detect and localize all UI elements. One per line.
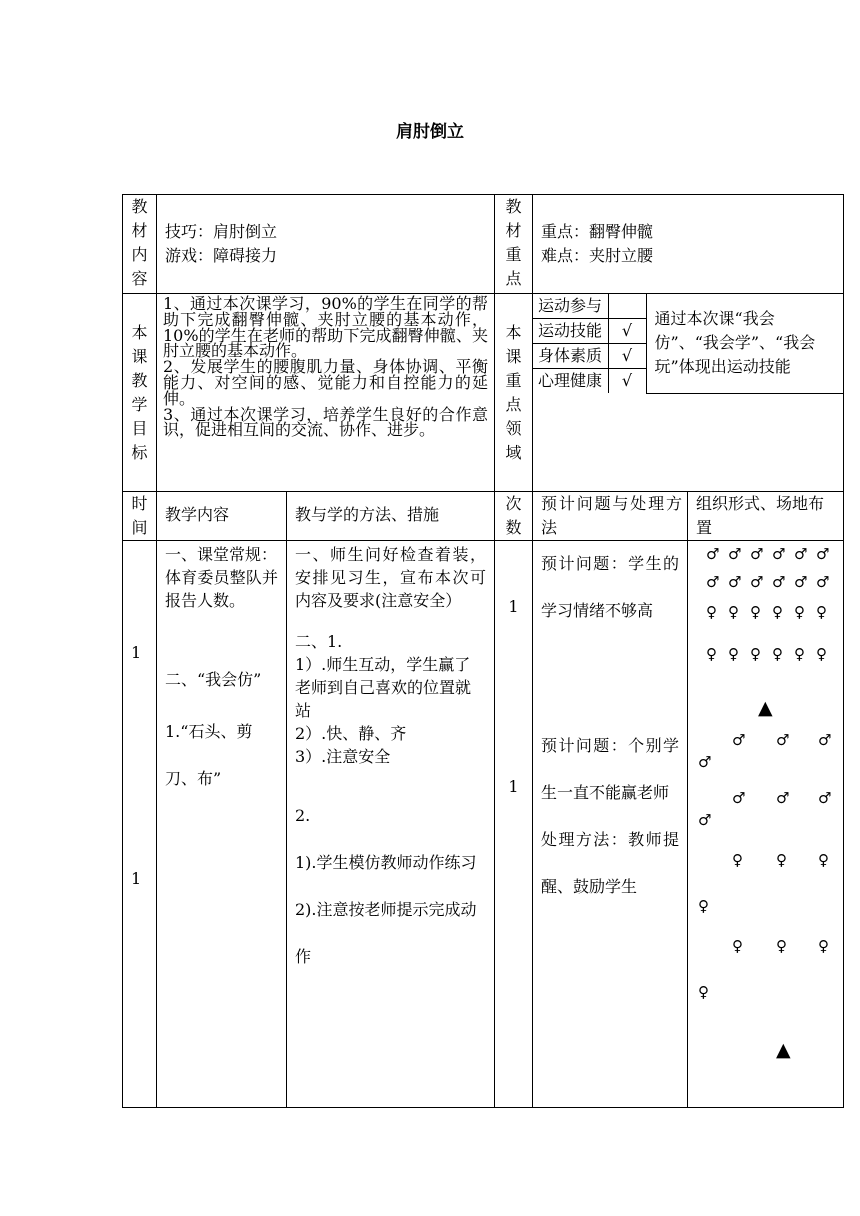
female-student-icon: ♀ (698, 983, 710, 1001)
content-imitate: 二、“我会仿” (165, 670, 262, 689)
material-content: 技巧：肩肘倒立 游戏：障碍接力 (157, 195, 495, 294)
content-header: 教学内容 (157, 492, 287, 541)
female-student-icon: ♀ (728, 603, 740, 621)
method-follow: 2).注意按老师提示完成动作 (295, 900, 477, 966)
domain-check (608, 294, 646, 319)
time-column (123, 541, 157, 1108)
female-student-icon: ♀ (772, 645, 784, 663)
male-student-icon: ♂ (818, 731, 832, 749)
female-student-icon: ♀ (732, 937, 744, 955)
org-header: 组织形式、场地布置 (688, 492, 844, 541)
female-student-icon: ♀ (772, 603, 784, 621)
key-points-content: 重点：翻臀伸髋 难点：夹肘立腰 (533, 195, 844, 294)
female-student-icon: ♀ (776, 851, 788, 869)
problem-header: 预计问题与处理方法 (533, 492, 688, 541)
solution: 处理方法：教师提醒、鼓励学生 (541, 830, 680, 896)
male-student-icon: ♂ (750, 573, 764, 591)
domain-label: 本 课 重 点 领 域 (495, 294, 533, 492)
method-header: 教与学的方法、措施 (287, 492, 495, 541)
teacher-icon: ▲ (758, 697, 773, 719)
count-header: 次 数 (495, 492, 533, 541)
male-student-icon: ♂ (706, 573, 720, 591)
content-routine: 一、课堂常规： 体育委员整队并报告人数。 (165, 545, 278, 610)
problem-column (533, 541, 688, 1108)
female-student-icon: ♀ (794, 645, 806, 663)
domain-grid (533, 294, 844, 492)
page-title: 肩肘倒立 (396, 122, 464, 142)
method-step: 2. (295, 806, 311, 825)
domain-name: 身体素质 (533, 344, 608, 369)
male-student-icon: ♂ (750, 545, 764, 563)
female-student-icon: ♀ (818, 937, 830, 955)
time-value: 1 (131, 869, 142, 888)
lesson-plan-table (122, 194, 844, 1108)
domain-check: √ (608, 344, 646, 369)
problem-1: 预计问题：学生的学习情绪不够高 (541, 554, 680, 620)
domain-check: √ (608, 319, 646, 344)
male-student-icon: ♂ (772, 545, 786, 563)
female-student-icon: ♀ (816, 645, 828, 663)
female-student-icon: ♀ (732, 851, 744, 869)
female-student-icon: ♀ (816, 603, 828, 621)
domain-name: 运动技能 (533, 319, 608, 344)
count-value: 1 (508, 777, 519, 796)
count-column (495, 541, 533, 1108)
male-student-icon: ♂ (776, 789, 790, 807)
domain-note: 通过本次课“我会仿”、“我会学”、“我会玩”体现出运动技能 (646, 294, 843, 393)
method-greeting: 一、师生问好检查着装，安排见习生，宣布本次可内容及要求(注意安全） (295, 545, 487, 610)
content-game: 1.“石头、剪刀、布” (165, 722, 253, 788)
male-student-icon: ♂ (794, 545, 808, 563)
method-interaction: 二、1. 1）.师生互动，学生赢了老师到自己喜欢的位置就站 2）.快、静、齐 3）.注意安全 (295, 632, 472, 766)
male-student-icon: ♂ (772, 573, 786, 591)
content-column (157, 541, 287, 1108)
domain-name: 心理健康 (533, 369, 608, 394)
male-student-icon: ♂ (794, 573, 808, 591)
male-student-icon: ♂ (816, 573, 830, 591)
male-student-icon: ♂ (818, 789, 832, 807)
material-label: 教 材 内 容 (123, 195, 157, 294)
female-student-icon: ♀ (776, 937, 788, 955)
male-student-icon: ♂ (732, 731, 746, 749)
problem-2: 预计问题：个别学生一直不能赢老师 (541, 736, 680, 802)
female-student-icon: ♀ (698, 897, 710, 915)
male-student-icon: ♂ (728, 545, 742, 563)
female-student-icon: ♀ (706, 645, 718, 663)
objectives-label: 本 课 教 学 目 标 (123, 294, 157, 492)
female-student-icon: ♀ (794, 603, 806, 621)
domain-check: √ (608, 369, 646, 394)
teacher-icon: ▲ (776, 1039, 791, 1061)
female-student-icon: ♀ (706, 603, 718, 621)
male-student-icon: ♂ (816, 545, 830, 563)
formation-diagram (688, 541, 844, 1108)
male-student-icon: ♂ (698, 811, 712, 829)
male-student-icon: ♂ (706, 545, 720, 563)
male-student-icon: ♂ (698, 753, 712, 771)
method-column (287, 541, 495, 1108)
male-student-icon: ♂ (728, 573, 742, 591)
female-student-icon: ♀ (750, 603, 762, 621)
time-value: 1 (131, 643, 142, 662)
female-student-icon: ♀ (728, 645, 740, 663)
time-header: 时 间 (123, 492, 157, 541)
objectives-text: 1、通过本次课学习，90%的学生在同学的帮助下完成翻臀伸髋、夹肘立腰的基本动作，10%的学生在老师的帮助下完成翻臀伸髋、夹肘立腰的基本动作。 2、发展学生的腰腹肌力量、身体协调、平衡能力、对空间的感、觉能力和自控能力的延伸。 3、通过本次课学习，培养学生良好的合作意识，促进相互间的交流、协作、进步。 (157, 294, 495, 492)
count-value: 1 (508, 597, 519, 616)
domain-name: 运动参与 (533, 294, 608, 319)
key-points-label: 教 材 重 点 (495, 195, 533, 294)
male-student-icon: ♂ (732, 789, 746, 807)
female-student-icon: ♀ (818, 851, 830, 869)
female-student-icon: ♀ (750, 645, 762, 663)
method-imitate: 1).学生模仿教师动作练习 (295, 853, 477, 872)
male-student-icon: ♂ (776, 731, 790, 749)
